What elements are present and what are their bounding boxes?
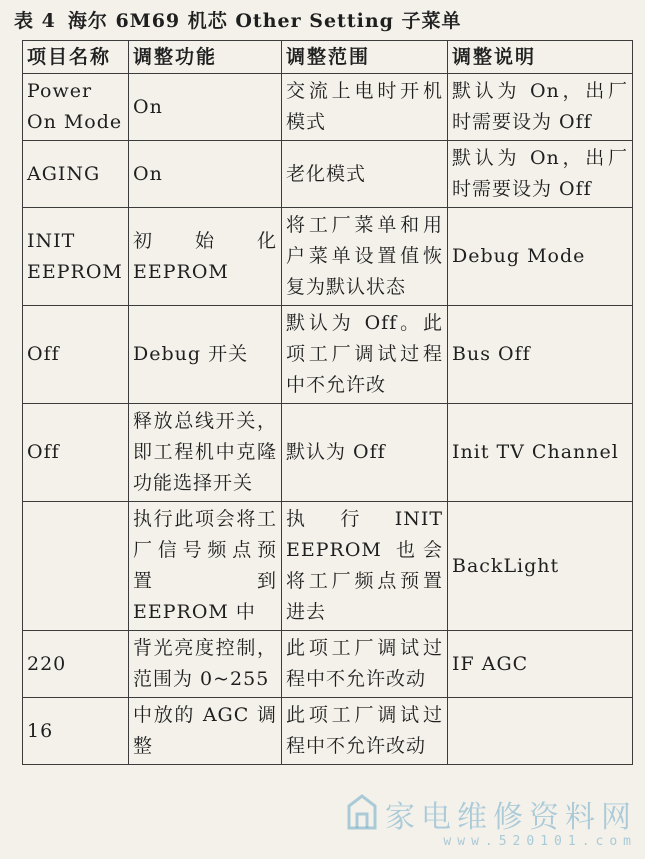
header-row bbox=[23, 41, 633, 74]
header-range: 调整范围 bbox=[282, 41, 448, 74]
table-number: 表 4 bbox=[14, 10, 56, 32]
header-function: 调整功能 bbox=[129, 41, 282, 74]
cell-item-name: Power On Mode bbox=[23, 74, 129, 141]
cell-function: 背光亮度控制，范围为 0~255 bbox=[129, 631, 282, 698]
cell-item-name: 16 bbox=[23, 698, 129, 765]
house-logo-icon bbox=[345, 792, 379, 832]
header-item-name: 项目名称 bbox=[23, 41, 129, 74]
table-row bbox=[23, 208, 633, 306]
cell-item-name bbox=[23, 502, 129, 631]
cell-range: 默认为 Off bbox=[282, 404, 448, 502]
cell-item-name: INIT EEPROM bbox=[23, 208, 129, 306]
cell-item-name: Off bbox=[23, 404, 129, 502]
cell-description: Debug Mode bbox=[448, 208, 633, 306]
cell-range: 老化模式 bbox=[282, 141, 448, 208]
watermark-text: 家电维修资料网 bbox=[385, 800, 637, 835]
table-row bbox=[23, 141, 633, 208]
site-watermark bbox=[385, 792, 637, 849]
cell-function: On bbox=[129, 141, 282, 208]
table-caption bbox=[14, 6, 462, 33]
table-title: 海尔 6M69 机芯 Other Setting 子菜单 bbox=[67, 10, 462, 32]
cell-range: 执 行 INIT EEPROM 也会将工厂频点预置进去 bbox=[282, 502, 448, 631]
cell-range: 交流上电时开机模式 bbox=[282, 74, 448, 141]
table-row bbox=[23, 698, 633, 765]
cell-range: 此项工厂调试过程中不允许改动 bbox=[282, 698, 448, 765]
table-row bbox=[23, 306, 633, 404]
cell-item-name: AGING bbox=[23, 141, 129, 208]
cell-range: 将工厂菜单和用户菜单设置值恢复为默认状态 bbox=[282, 208, 448, 306]
table-row bbox=[23, 404, 633, 502]
table-row bbox=[23, 502, 633, 631]
cell-description: Bus Off bbox=[448, 306, 633, 404]
cell-description: IF AGC bbox=[448, 631, 633, 698]
cell-range: 默认为 Off。此项工厂调试过程中不允许改 bbox=[282, 306, 448, 404]
cell-item-name: 220 bbox=[23, 631, 129, 698]
cell-function: On bbox=[129, 74, 282, 141]
watermark-url: www.520101.com bbox=[443, 834, 637, 849]
cell-function: 释放总线开关，即工程机中克隆功能选择开关 bbox=[129, 404, 282, 502]
cell-description: Init TV Channel bbox=[448, 404, 633, 502]
table-row bbox=[23, 631, 633, 698]
cell-function: 中放的 AGC 调整 bbox=[129, 698, 282, 765]
cell-function: 初 始 化 EEPROM bbox=[129, 208, 282, 306]
table-row bbox=[23, 74, 633, 141]
cell-description bbox=[448, 698, 633, 765]
cell-item-name: Off bbox=[23, 306, 129, 404]
cell-function: Debug 开关 bbox=[129, 306, 282, 404]
cell-description: BackLight bbox=[448, 502, 633, 631]
settings-table bbox=[22, 40, 633, 765]
header-description: 调整说明 bbox=[448, 41, 633, 74]
cell-range: 此项工厂调试过程中不允许改动 bbox=[282, 631, 448, 698]
cell-function: 执行此项会将工厂信号频点预 置 到 EEPROM 中 bbox=[129, 502, 282, 631]
cell-description: 默认为 On，出厂时需要设为 Off bbox=[448, 141, 633, 208]
cell-description: 默认为 On，出厂时需要设为 Off bbox=[448, 74, 633, 141]
